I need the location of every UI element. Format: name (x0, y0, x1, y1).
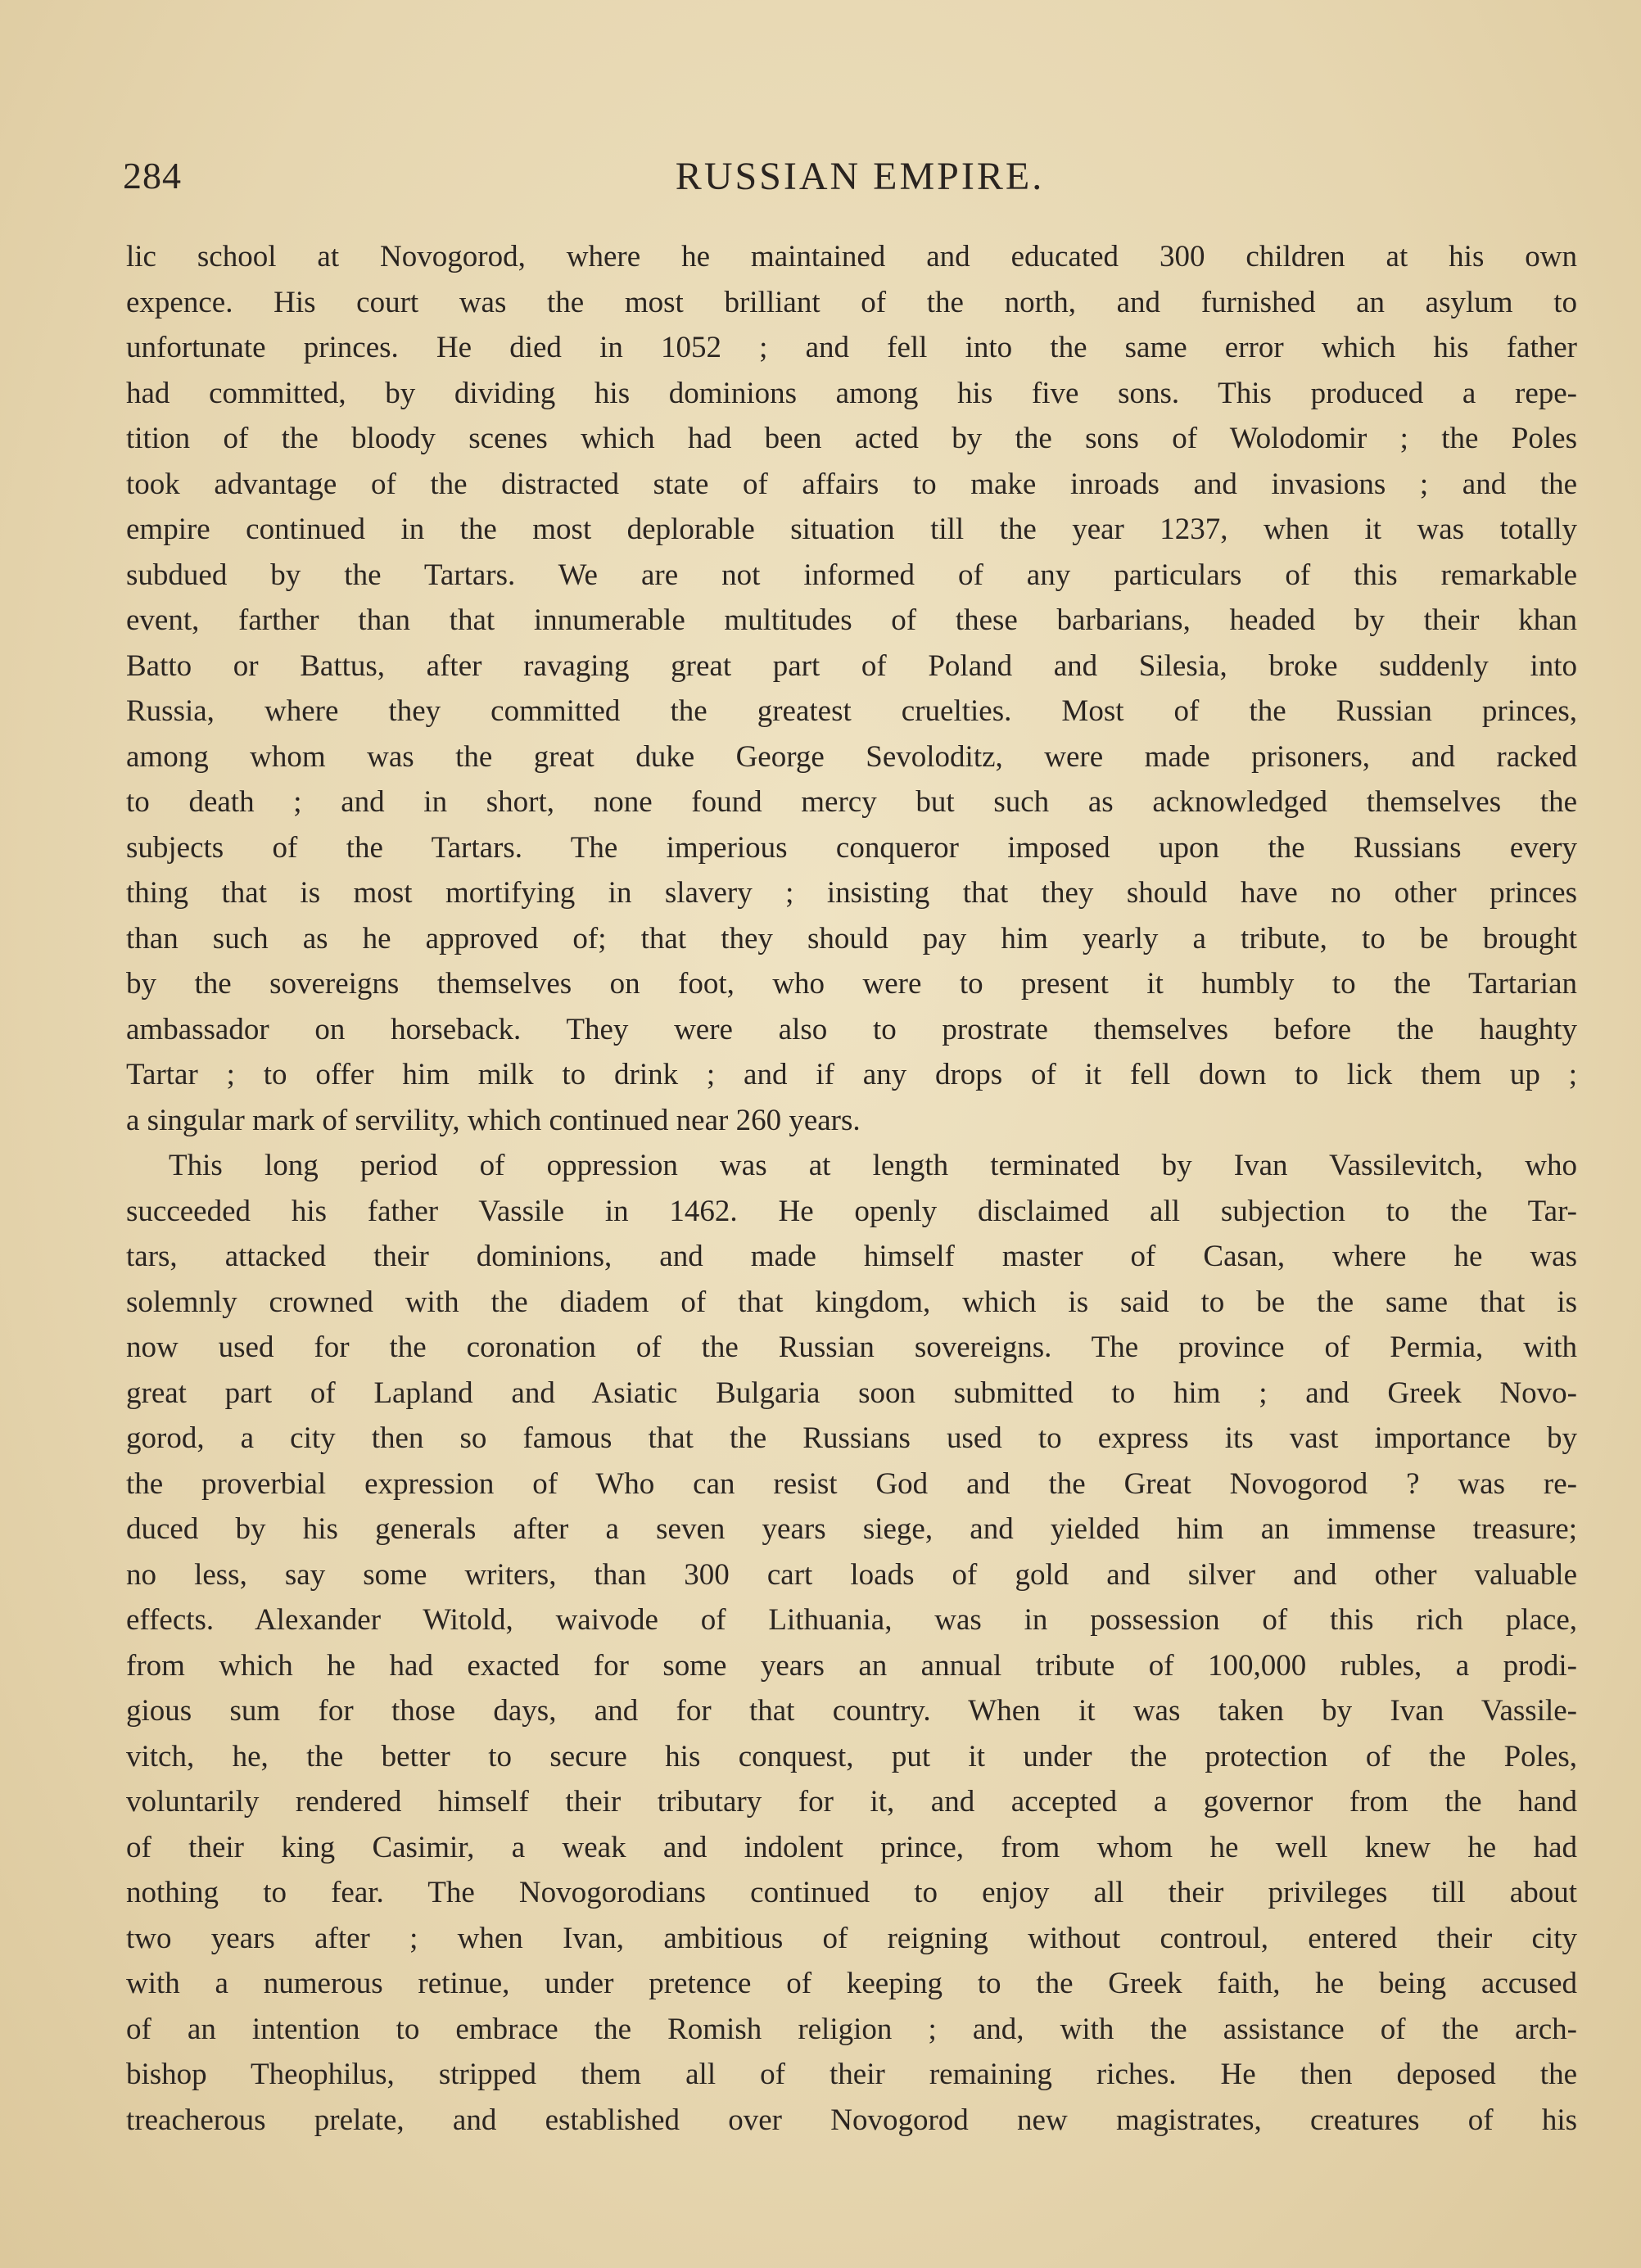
text-line: tition of the bloody scenes which had been acted by the sons of Wolodomir ; the Poles (126, 422, 1577, 455)
page-header (123, 154, 1572, 211)
text-line: treacherous prelate, and established over Novogorod new magistrates, creatures of his (126, 2103, 1577, 2137)
text-line: by the sovereigns themselves on foot, who were to present it humbly to the Tartarian (126, 967, 1577, 1001)
text-line: had committed, by dividing his dominions among his five sons. This produced a repe- (126, 376, 1577, 410)
text-line: Batto or Battus, after ravaging great part of Poland and Silesia, broke suddenly into (126, 648, 1577, 683)
text-line: gorod, a city then so famous that the Russians used to express its vast importance by (126, 1421, 1577, 1455)
text-line: a singular mark of servility, which continued near 260 years. (126, 1103, 861, 1137)
text-line: vitch, he, the better to secure his conquest, put it under the protection of the Poles, (126, 1739, 1577, 1773)
body-text (126, 234, 1577, 2143)
text-line: succeeded his father Vassile in 1462. He openly disclaimed all subjection to the Tar- (126, 1194, 1577, 1228)
text-line: with a numerous retinue, under pretence of keeping to the Greek faith, he being accused (126, 1967, 1577, 2000)
text-line: two years after ; when Ivan, ambitious of reigning without controul, entered their city (126, 1921, 1577, 1955)
text-line: bishop Theophilus, stripped them all of their remaining riches. He then deposed the (126, 2058, 1577, 2091)
text-line: nothing to fear. The Novogorodians continued to enjoy all their privileges till about (126, 1876, 1577, 1909)
text-line: event, farther than that innumerable multitudes of these barbarians, headed by their khan (126, 603, 1577, 637)
paragraph-1 (126, 234, 1577, 1143)
text-line: effects. Alexander Witold, waivode of Lithuania, was in possession of this rich place, (126, 1603, 1577, 1637)
page-number: 284 (123, 155, 182, 197)
text-line: This long period of oppression was at length terminated by Ivan Vassilevitch, who (169, 1149, 1577, 1182)
text-line: tars, attacked their dominions, and made himself master of Casan, where he was (126, 1240, 1577, 1273)
text-line: expence. His court was the most brilliant of the north, and furnished an asylum to (126, 285, 1577, 319)
text-line: now used for the coronation of the Russian sovereigns. The province of Permia, with (126, 1331, 1577, 1364)
text-line: no less, say some writers, than 300 cart loads of gold and silver and other valuable (126, 1557, 1577, 1592)
text-line: of an intention to embrace the Romish religion ; and, with the assistance of the arch- (126, 2012, 1577, 2046)
text-line: thing that is most mortifying in slavery ; insisting that they should have no other princes (126, 876, 1577, 910)
text-line: took advantage of the distracted state of affairs to make inroads and invasions ; and the (126, 467, 1577, 501)
text-line: unfortunate princes. He died in 1052 ; and fell into the same error which his father (126, 331, 1577, 364)
text-line: lic school at Novogorod, where he maintained and educated 300 children at his own (126, 240, 1577, 273)
text-line: from which he had exacted for some years an annual tribute of 100,000 rubles, a prodi- (126, 1648, 1577, 1683)
text-line: duced by his generals after a seven years siege, and yielded him an immense treasure; (126, 1512, 1577, 1546)
text-line: subjects of the Tartars. The imperious conqueror imposed upon the Russians every (126, 830, 1577, 865)
text-line: solemnly crowned with the diadem of that kingdom, which is said to be the same that is (126, 1285, 1577, 1319)
text-line: great part of Lapland and Asiatic Bulgaria soon submitted to him ; and Greek Novo- (126, 1376, 1577, 1410)
text-line: among whom was the great duke George Sevoloditz, were made prisoners, and racked (126, 739, 1577, 774)
text-line: Russia, where they committed the greatest cruelties. Most of the Russian princes, (126, 694, 1577, 728)
paragraph-2 (126, 1143, 1577, 2143)
text-line: to death ; and in short, none found mercy but such as acknowledged themselves the (126, 785, 1577, 819)
text-line: subdued by the Tartars. We are not informed of any particulars of this remarkable (126, 558, 1577, 592)
text-line: empire continued in the most deplorable situation till the year 1237, when it was totally (126, 513, 1577, 546)
text-line: voluntarily rendered himself their tributary for it, and accepted a governor from the hand (126, 1785, 1577, 1818)
text-line: than such as he approved of; that they should pay him yearly a tribute, to be brought (126, 921, 1577, 956)
running-title: RUSSIAN EMPIRE. (675, 155, 1045, 198)
text-line: the proverbial expression of Who can resist God and the Great Novogorod ? was re- (126, 1466, 1577, 1501)
text-line: of their king Casimir, a weak and indolent prince, from whom he well knew he had (126, 1830, 1577, 1864)
text-line: gious sum for those days, and for that country. When it was taken by Ivan Vassile- (126, 1694, 1577, 1728)
text-line: Tartar ; to offer him milk to drink ; and if any drops of it fell down to lick them up ; (126, 1058, 1577, 1091)
text-line: ambassador on horseback. They were also to prostrate themselves before the haughty (126, 1012, 1577, 1046)
